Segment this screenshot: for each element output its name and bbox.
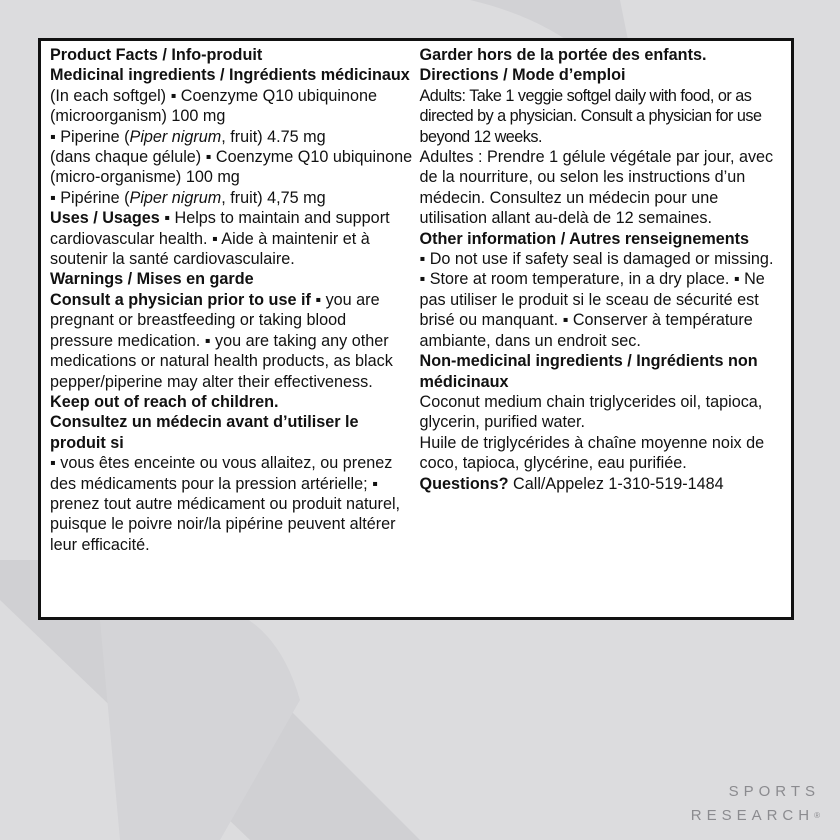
right-column — [420, 45, 784, 617]
piperine-en: ▪ Piperine (Piper nigrum, fruit) 4.75 mg — [50, 127, 326, 146]
directions-fr: Adultes : Prendre 1 gélule végétale par jour, avec de la nourriture, ou selon les instructions d’un médecin. Consultez un médecin pour une utilisation allant au-delà de 12 semaines. — [419, 148, 774, 228]
questions-line: Questions? Call/Appelez 1-310-519-1484 — [419, 474, 724, 493]
warnings-heading: Warnings / Mises en garde — [50, 270, 254, 289]
brand-logo — [691, 780, 820, 828]
consult-fr-heading: Consultez un médecin avant d’utiliser le produit si — [50, 413, 359, 452]
non-medicinal-en: Coconut medium chain triglycerides oil, tapioca, glycerin, purified water. — [419, 392, 763, 432]
brand-line1: SPORTS — [728, 783, 820, 800]
ingredients-fr: (dans chaque gélule) ▪ Coenzyme Q10 ubiquinone (micro-organisme) 100 mg — [50, 148, 413, 187]
directions-heading: Directions / Mode d’emploi — [419, 66, 626, 85]
uses-section: Uses / Usages ▪ Helps to maintain and support cardiovascular health. ▪ Aide à maintenir et à soutenir la santé cardiovasculaire. — [50, 209, 390, 269]
directions-en: Adults: Take 1 veggie softgel daily with food, or as directed by a physician. Consult a physician for use beyond 12 weeks. — [419, 86, 762, 146]
left-column — [50, 45, 414, 617]
brand-line2: RESEARCH® — [690, 807, 820, 824]
product-facts-panel — [38, 38, 794, 620]
consult-en: Consult a physician prior to use if ▪ you are pregnant or breastfeeding or taking blood pressure medication. ▪ you are taking any other medications or natural health products, as black pepper/piperine may alter their effectiveness. Keep out of reach of children. — [50, 290, 393, 411]
other-info-text: ▪ Do not use if safety seal is damaged or missing. ▪ Store at room temperature, in a dry place. ▪ Ne pas utiliser le produit si le sceau de sécurité est brisé ou manquant. ▪ Conserver à température ambiante, dans un endroit sec. — [419, 250, 774, 350]
keep-out-fr: Garder hors de la portée des enfants. — [419, 46, 707, 64]
medicinal-ingredients-heading: Medicinal ingredients / Ingrédients médicinaux — [50, 66, 410, 85]
product-facts-heading: Product Facts / Info-produit — [50, 46, 263, 64]
keep-out-en: Keep out of reach of children. — [50, 392, 279, 411]
non-medicinal-fr: Huile de triglycérides à chaîne moyenne noix de coco, tapioca, glycérine, eau purifiée. — [419, 433, 765, 473]
other-info-heading: Other information / Autres renseignements — [419, 229, 750, 248]
consult-fr-text: ▪ vous êtes enceinte ou vous allaitez, ou prenez des médicaments pour la pression artérielle; ▪ prenez tout autre médicament ou produit naturel, puisque le poivre noir/la pipérine peuvent altérer leur efficacité. — [50, 454, 401, 554]
piperine-fr: ▪ Pipérine (Piper nigrum, fruit) 4,75 mg — [50, 188, 326, 207]
uses-label: Uses / Usages — [50, 209, 160, 228]
ingredients-en: (In each softgel) ▪ Coenzyme Q10 ubiquinone (microorganism) 100 mg — [50, 86, 377, 126]
non-medicinal-heading: Non-medicinal ingredients / Ingrédients non médicinaux — [419, 352, 758, 391]
